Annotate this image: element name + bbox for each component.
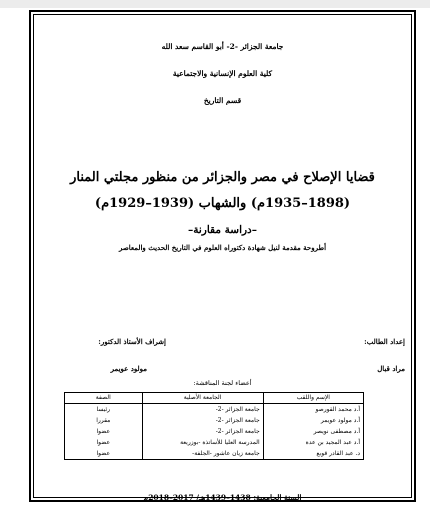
- table-row: [65, 415, 364, 426]
- department-name: قسم التاريخ: [203, 96, 242, 105]
- jury-member-name: أ.د مصطفى نويصر: [263, 426, 363, 437]
- jury-table: [64, 392, 364, 460]
- title-page: [36, 17, 409, 502]
- jury-member-university: جامعة الجزائر -2-: [142, 404, 263, 416]
- jury-member-name: أ.د مولود عويمر: [263, 415, 363, 426]
- supervisor-label: إشراف الأستاذ الدكتور:: [98, 337, 166, 346]
- jury-member-university: المدرسة العليا للأساتذة -بوزريعة: [142, 437, 263, 448]
- table-row: [65, 404, 364, 416]
- jury-member-role: رئيسا: [65, 404, 143, 416]
- thesis-title-line2: (1898–1935م) والشهاب (1939–1929م): [94, 196, 351, 211]
- jury-title: أعضاء لجنة المناقشة:: [193, 379, 252, 387]
- academic-year: السنة الجامعية: 1438–1439هـ/ 2017–2018م: [143, 493, 302, 502]
- faculty-name: كلية العلوم الإنسانية والاجتماعية: [172, 69, 273, 78]
- top-band: [0, 0, 430, 8]
- jury-header-role: الصفة: [65, 393, 143, 404]
- jury-member-name: د. عبد القادر قوبع: [263, 448, 363, 460]
- jury-member-role: عضوا: [65, 448, 143, 460]
- jury-member-university: جامعة زيان عاشور -الجلفة-: [142, 448, 263, 460]
- table-row: [65, 448, 364, 460]
- university-name: جامعة الجزائر -2- أبو القاسم سعد الله: [161, 42, 284, 51]
- thesis-subtitle: –دراسة مقارنة–: [187, 224, 257, 236]
- student-label: إعداد الطالب:: [364, 337, 405, 346]
- student-name: مراد قبال: [377, 364, 405, 373]
- jury-member-name: أ.د عبد المجيد بن عدة: [263, 437, 363, 448]
- jury-header-row: [65, 393, 364, 404]
- jury-member-university: جامعة الجزائر -2-: [142, 426, 263, 437]
- table-row: [65, 426, 364, 437]
- jury-member-role: مقررا: [65, 415, 143, 426]
- table-row: [65, 437, 364, 448]
- jury-header-university: الجامعة الأصلية: [142, 393, 263, 404]
- jury-member-university: جامعة الجزائر -2-: [142, 415, 263, 426]
- supervisor-name: مولود عويمر: [110, 364, 147, 373]
- thesis-description: أطروحة مقدمة لنيل شهادة دكتوراه العلوم في التاريخ الحديث والمعاصر: [118, 243, 327, 252]
- jury-member-name: أ.د محمد القورصو: [263, 404, 363, 416]
- jury-member-role: عضوا: [65, 426, 143, 437]
- jury-header-name: الإسم واللقب: [263, 393, 363, 404]
- thesis-title-line1: قضايا الإصلاح في مصر والجزائر من منظور مجلتي المنار: [70, 170, 375, 185]
- jury-member-role: عضوا: [65, 437, 143, 448]
